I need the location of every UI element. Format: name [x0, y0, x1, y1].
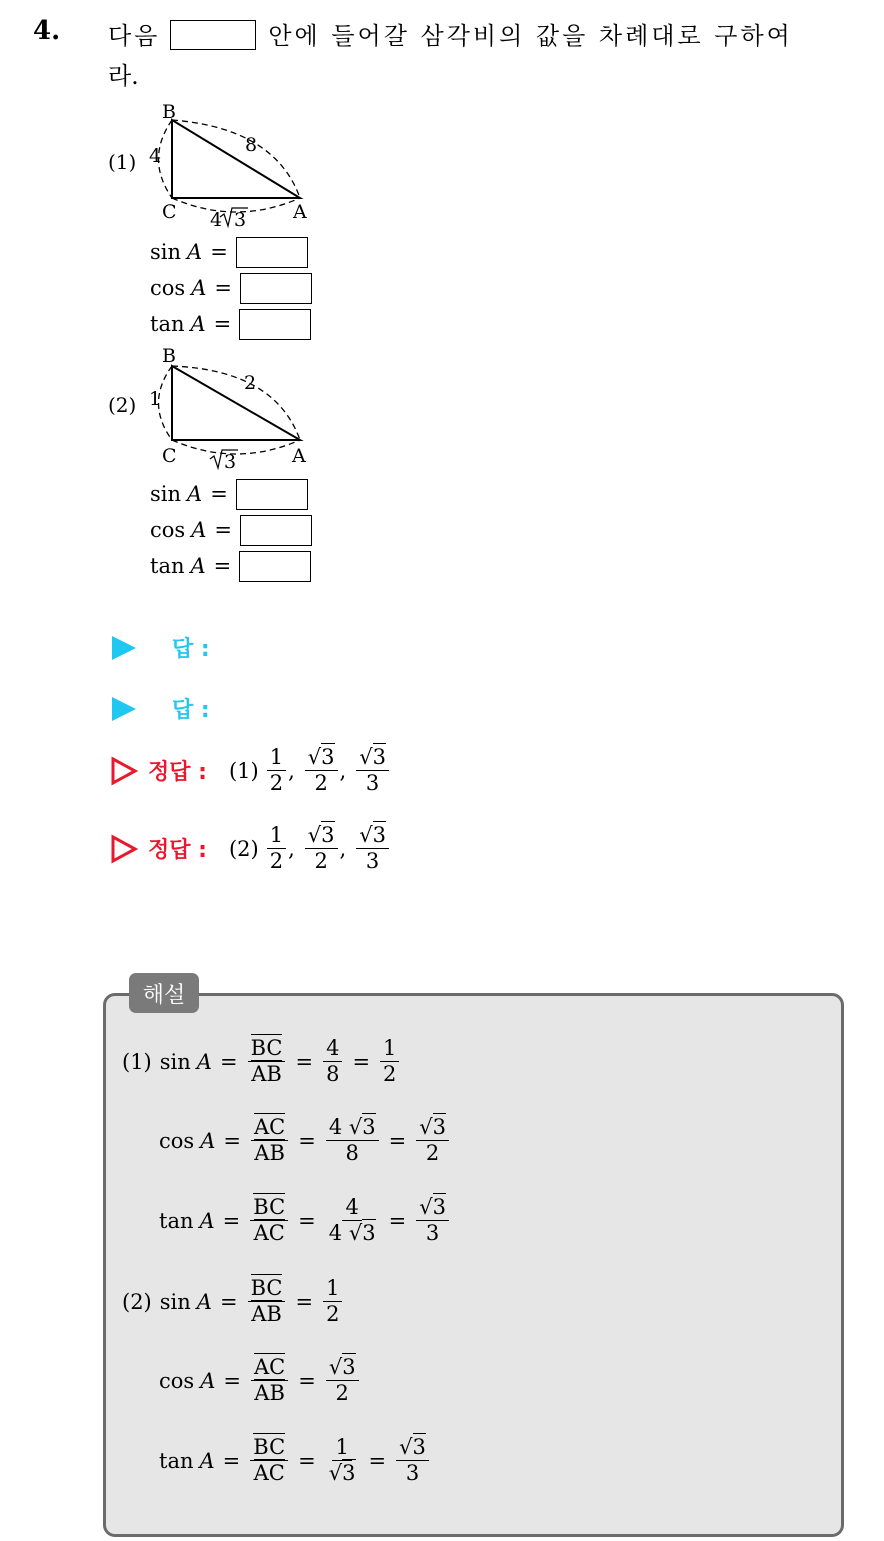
explanation-row — [122, 1036, 401, 1087]
segment: BC — [253, 1195, 286, 1219]
eq-sign: = — [223, 1368, 241, 1393]
frac-den: 8 — [345, 1141, 359, 1166]
frac-2 — [305, 745, 338, 796]
fn-label: cos — [150, 276, 186, 300]
frac — [416, 1115, 449, 1166]
row-prefix: (1) — [122, 1049, 152, 1074]
segment: AB — [254, 1381, 285, 1406]
var-label: A — [199, 1448, 215, 1473]
eq-sign: = — [298, 1448, 316, 1473]
fn-label: cos — [159, 1128, 195, 1153]
fn-label: cos — [159, 1368, 195, 1393]
eq-sign: = — [388, 1208, 407, 1233]
solution-num: (1) — [228, 758, 259, 783]
frac-1 — [267, 823, 286, 874]
frac-segment — [250, 1195, 288, 1246]
trig-list-2 — [150, 477, 312, 583]
vertex-a: A — [292, 445, 306, 467]
side-ac-rad: 3 — [234, 209, 247, 231]
answer-box — [240, 515, 312, 546]
answer-prompt — [110, 632, 210, 663]
segment: AC — [253, 1221, 285, 1246]
eq-sign: = — [295, 1049, 314, 1074]
radicand: 3 — [321, 823, 335, 847]
frac-num: √3 — [305, 745, 338, 771]
vertex-b: B — [162, 345, 176, 367]
segment: BC — [250, 1036, 283, 1060]
var-label: A — [187, 240, 203, 264]
frac-num: √3 — [356, 745, 389, 771]
segment: AB — [251, 1302, 282, 1327]
sep: , — [288, 758, 295, 783]
frac-den: 2 — [425, 1141, 440, 1166]
frac-den: 3 — [365, 771, 380, 796]
question-text-part: 다음 — [108, 22, 161, 50]
question-text-cont: 라. — [108, 62, 139, 90]
radicand: 3 — [412, 1435, 426, 1459]
trig-row-sin — [150, 235, 312, 269]
frac-num: √3 — [326, 1355, 359, 1381]
trig-row-tan — [150, 549, 312, 583]
var-label: A — [196, 1289, 212, 1314]
var-label: A — [191, 276, 207, 300]
solution-label: 정답 : — [148, 760, 207, 786]
answer-prompt — [110, 693, 210, 724]
vertex-a: A — [293, 201, 307, 223]
fn-label: tan — [159, 1208, 194, 1233]
eq-sign: = — [368, 1448, 387, 1473]
fn-label: sin — [159, 1049, 191, 1074]
question-text — [108, 16, 860, 51]
trig-row-sin — [150, 477, 312, 511]
solution-num: (2) — [228, 836, 259, 861]
explanation-row — [122, 1276, 344, 1327]
segment: AC — [253, 1355, 286, 1379]
question-text-part: 안에 들어갈 삼각비의 값을 차례대로 구하여 — [268, 22, 793, 50]
answer-prompt-label: 답 : — [172, 637, 210, 662]
problem-label: (2) — [108, 393, 137, 417]
var-label: A — [191, 518, 207, 542]
radicand: 3 — [342, 1355, 356, 1379]
radicand: 3 — [372, 823, 386, 847]
explanation-row — [159, 1195, 451, 1246]
frac-den: 2 — [269, 771, 284, 796]
eq-sign: = — [210, 482, 228, 506]
fn-label: tan — [159, 1448, 194, 1473]
frac-num: √3 — [356, 823, 389, 849]
answer-box — [236, 237, 308, 268]
frac-2 — [305, 823, 338, 874]
answer-box — [239, 551, 311, 582]
frac — [380, 1036, 399, 1087]
var-label: A — [187, 482, 203, 506]
frac-num: 1 — [380, 1036, 399, 1062]
side-ac-rad: 3 — [224, 451, 237, 473]
fn-label: cos — [150, 518, 186, 542]
frac — [323, 1276, 342, 1327]
triangle-diagram-2 — [140, 340, 330, 475]
answer-prompt-label: 답 : — [172, 698, 210, 723]
frac — [416, 1195, 449, 1246]
frac-3 — [356, 745, 389, 796]
eq-sign: = — [352, 1049, 371, 1074]
radicand: 3 — [432, 1195, 446, 1219]
fn-label: tan — [150, 312, 185, 336]
coef: 4 — [328, 1221, 343, 1246]
trig-list-1 — [150, 235, 312, 341]
radicand: 3 — [362, 1221, 376, 1246]
frac-den: √3 — [328, 1461, 356, 1486]
play-triangle-icon — [110, 634, 138, 662]
eq-sign: = — [219, 1049, 238, 1074]
side-ab-label: 2 — [244, 372, 257, 394]
eq-sign: = — [214, 276, 232, 300]
segment: BC — [250, 1276, 283, 1300]
frac-num: 1 — [267, 745, 286, 771]
side-ac-coef: 4 — [210, 209, 223, 231]
frac — [396, 1435, 429, 1486]
eq-sign: = — [214, 518, 232, 542]
frac-den: 2 — [269, 849, 284, 874]
frac-segment — [251, 1355, 288, 1406]
frac-den: 8 — [326, 1062, 340, 1087]
trig-row-cos — [150, 271, 312, 305]
var-label: A — [200, 1128, 216, 1153]
frac-den: 2 — [335, 1381, 349, 1406]
frac-den: 4 √3 — [328, 1221, 376, 1246]
frac-den: 3 — [365, 849, 380, 874]
sep: , — [288, 836, 295, 861]
triangle-diagram-1 — [140, 98, 330, 233]
radicand: 3 — [362, 1115, 376, 1139]
frac — [326, 1115, 379, 1166]
var-label: A — [199, 1208, 215, 1233]
radicand: 3 — [321, 745, 335, 769]
frac-den: 2 — [326, 1302, 340, 1327]
side-bc-label: 1 — [149, 388, 162, 410]
explanation-row — [159, 1435, 431, 1486]
answer-box — [240, 273, 312, 304]
frac-num: 1 — [323, 1276, 342, 1302]
frac-num: 1 — [267, 823, 286, 849]
segment: AC — [253, 1115, 286, 1139]
frac-num: 1 — [332, 1435, 351, 1461]
eq-sign: = — [213, 554, 232, 578]
fn-label: tan — [150, 554, 185, 578]
frac-den: 3 — [405, 1461, 420, 1486]
eq-sign: = — [298, 1128, 316, 1153]
fn-label: sin — [150, 482, 182, 506]
eq-sign: = — [210, 240, 228, 264]
vertex-b: B — [162, 101, 176, 123]
sep: , — [339, 758, 347, 783]
question-number: 4. — [33, 16, 61, 46]
eq-sign: = — [298, 1208, 316, 1233]
side-bc-label: 4 — [149, 145, 162, 167]
answer-box — [236, 479, 308, 510]
problem-label: (1) — [108, 150, 137, 174]
segment: AB — [251, 1062, 282, 1087]
frac-1 — [267, 745, 286, 796]
outline-triangle-icon — [110, 756, 138, 786]
frac-den: 2 — [383, 1062, 397, 1087]
vertex-c: C — [162, 201, 177, 223]
frac-num: √3 — [305, 823, 338, 849]
var-label: A — [190, 312, 206, 336]
frac-segment — [248, 1276, 286, 1327]
frac-num: √3 — [416, 1115, 449, 1141]
eq-sign: = — [222, 1208, 241, 1233]
frac — [326, 1195, 379, 1246]
frac — [326, 1355, 359, 1406]
frac-num: 4 √3 — [326, 1115, 379, 1141]
trig-row-cos — [150, 513, 312, 547]
eq-sign: = — [219, 1289, 238, 1314]
solution-row-1 — [110, 745, 391, 796]
explanation-row — [159, 1115, 451, 1166]
answer-box — [239, 309, 311, 340]
var-label: A — [200, 1368, 216, 1393]
explanation-row — [159, 1355, 361, 1406]
var-label: A — [190, 554, 206, 578]
radicand: 3 — [372, 745, 386, 769]
eq-sign: = — [222, 1448, 241, 1473]
segment: AB — [254, 1141, 285, 1166]
var-label: A — [196, 1049, 212, 1074]
sep: , — [339, 836, 347, 861]
frac — [323, 1036, 342, 1087]
frac-num: √3 — [396, 1435, 429, 1461]
eq-sign: = — [388, 1128, 407, 1153]
eq-sign: = — [295, 1289, 314, 1314]
blank-box — [170, 20, 256, 50]
frac-den: 3 — [425, 1221, 440, 1246]
trig-row-tan — [150, 307, 312, 341]
segment: AC — [253, 1461, 285, 1486]
coef: 4 — [328, 1115, 343, 1139]
radicand: 3 — [342, 1461, 356, 1486]
solution-row-2 — [110, 823, 391, 874]
fn-label: sin — [159, 1289, 191, 1314]
frac-segment — [251, 1115, 288, 1166]
frac-segment — [248, 1036, 286, 1087]
solution-label: 정답 : — [148, 838, 207, 864]
vertex-c: C — [162, 445, 177, 467]
fn-label: sin — [150, 240, 182, 264]
frac-num: √3 — [416, 1195, 449, 1221]
eq-sign: = — [298, 1368, 316, 1393]
segment: BC — [253, 1435, 286, 1459]
frac-3 — [356, 823, 389, 874]
frac — [326, 1435, 359, 1486]
side-ab-label: 8 — [245, 134, 258, 156]
frac-den: 2 — [314, 849, 328, 874]
play-triangle-icon — [110, 695, 138, 723]
frac-segment — [250, 1435, 288, 1486]
frac-num: 4 — [323, 1036, 342, 1062]
row-prefix: (2) — [122, 1289, 152, 1314]
eq-sign: = — [213, 312, 232, 336]
eq-sign: = — [223, 1128, 241, 1153]
frac-den: 2 — [314, 771, 328, 796]
frac-num: 4 — [342, 1195, 361, 1221]
explanation-tag: 해설 — [129, 973, 199, 1013]
outline-triangle-icon — [110, 834, 138, 864]
radicand: 3 — [432, 1115, 446, 1139]
